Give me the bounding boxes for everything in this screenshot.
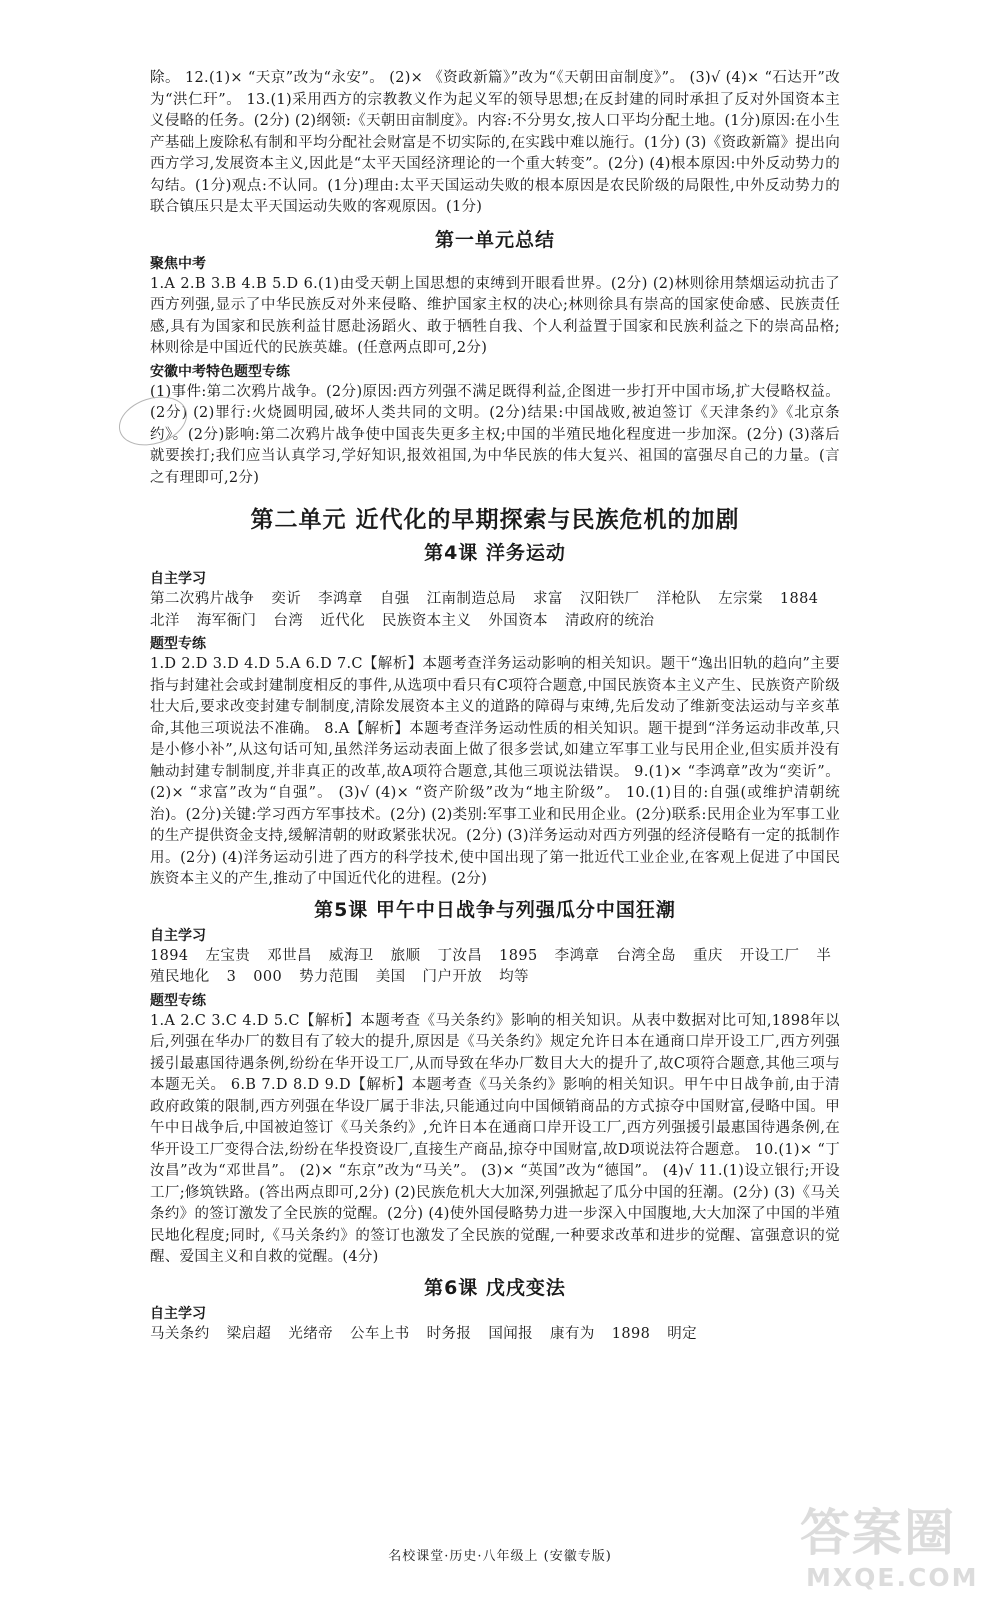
watermark-main-text: 答案圈 [800,1504,956,1562]
keywords-lesson-4: 第二次鸦片战争 奕䜣 李鸿章 自强 江南制造总局 求富 汉阳铁厂 洋枪队 左宗棠 1884 北洋 海军衙门 台湾 近代化 民族资本主义 外国资本 清政府的统治 [150,591,819,629]
keywords-lesson-6: 马关条约 梁启超 光绪帝 公车上书 时务报 国闻报 康有为 1898 明定 [150,1325,698,1342]
unit-two-heading: 第二单元 近代化的早期探索与民族危机的加剧 [250,507,740,533]
subheading-self-study-5: 自主学习 [150,927,206,944]
answer-page [150,68,840,1345]
subheading-self-study-6: 自主学习 [150,1305,206,1322]
paragraph-lesson-5-answers: 1.A 2.C 3.C 4.D 5.C【解析】本题考查《马关条约》影响的相关知识。从表中数据对比可知,1898年以后,列强在华办厂的数目有了较大的提升,原因是《马关条约》规定允许日本在通商口岸开设工厂,西方列强援引最惠国待遇条例,纷纷在华开设工厂,从而导致在华办厂数目大大的提升了,故C项符合题意,其他三项与本题无关。 6.B 7.D 8.D 9.D【解析】本题考查《马关条约》影响的相关知识。甲午中日战争前,由于清政府政策的限制,西方列强在华设厂属于非法,只能通过向中国倾销商品的方式掠夺中国财富,侵略中国。甲午中日战争后,中国被迫签订《马关条约》,允许日本在通商口岸开设工厂,西方列强援引最惠国待遇条例,在华开设工厂变得合法,纷纷在华投资设厂,直接生产商品,掠夺中国财富,故D项说法符合题意。 10.(1)× “丁汝昌”改为“邓世昌”。 (2)× “东京”改为“马关”。 (3)× “英国”改为“德国”。 (4)√ 11.(1)设立银行;开设工厂;修筑铁路。(答出两点即可,2分) (2)民族危机大大加深,列强掀起了瓜分中国的狂潮。(2分) (3)《马关条约》的签订激发了全民族的觉醒。(2分) (4)使外国侵略势力进一步深入中国腹地,大大加深了中国的半殖民地化程度;同时,《马关条约》的签订也激发了全民族的觉醒,一种要求改革和进步的觉醒、富强意识的觉醒、爱国主义和自救的觉醒。(4分) [150,1012,840,1265]
page-footer: 名校课堂·历史·八年级上 (安徽专版) [388,1549,612,1564]
subheading-self-study-4: 自主学习 [150,571,206,587]
paragraph-anhui-special-answers: (1)事件:第二次鸦片战争。(2分)原因:西方列强不满足既得利益,企图进一步打开中国市场,扩大侵略权益。(2分) (2)罪行:火烧圆明园,破坏人类共同的文明。(2分)结果:中国战败,被迫签订《天津条约》《北京条约》。(2分)影响:第二次鸦片战争使中国丧失更多主权;中国的半殖民地化程度进一步加深。(2分) (3)落后就要挨打;我们应当认真学习,学好知识,报效祖国,为中华民族的伟大复兴、祖国的富强尽自己的力量。(言之有理即可,2分) [150,383,840,486]
subheading-focus-exam: 聚焦中考 [150,255,206,272]
lesson-5-heading: 第5课 甲午中日战争与列强瓜分中国狂潮 [314,898,676,921]
paragraph-taiping-answers: 除。 12.(1)× “天京”改为“永安”。 (2)× 《资政新篇》”改为“《天朝田亩制度》”。 (3)√ (4)× “石达开”改为“洪仁玕”。 13.(1)采用西方的宗教教义作为起义军的领导思想;在反封建的同时承担了反对外国资本主义侵略的任务。(2分) (2)纲领:《天朝田亩制度》。内容:不分男女,按人口平均分配土地。(1分)原因:在小生产基础上废除私有制和平均分配社会财富是不切实际的,在实践中难以施行。(1分) (3)《资政新篇》提出向西方学习,发展资本主义,因此是“太平天国经济理论的一个重大转变”。(2分) (4)根本原因:中外反动势力的勾结。(1分)观点:不认同。(1分)理由:太平天国运动失败的根本原因是农民阶级的局限性,中外反动势力的联合镇压只是太平天国运动失败的客观原因。(1分) [150,70,840,215]
watermark-logo [800,1505,990,1600]
paragraph-focus-exam-answers: 1.A 2.B 3.B 4.B 5.D 6.(1)由受天朝上国思想的束缚到开眼看世界。(2分) (2)林则徐用禁烟运动抗击了西方列强,显示了中华民族反对外来侵略、维护国家主权的决心;林则徐具有崇高的国家使命感、民族责任感,具有为国家和民族利益甘愿赴汤蹈火、敢于牺牲自我、个人利益置于国家和民族利益之下的崇高品格;林则徐是中国近代的民族英雄。(任意两点即可,2分) [150,275,840,356]
unit-one-summary-heading: 第一单元总结 [434,228,555,251]
watermark-sub-text: MXQE.COM [806,1563,979,1592]
paragraph-lesson-4-answers: 1.D 2.D 3.D 4.D 5.A 6.D 7.C【解析】本题考查洋务运动影响的相关知识。题干“逸出旧轨的趋向”主要指与封建社会或封建制度相反的事件,从选项中看只有C项符合题意,中国民族资本主义产生、民族资产阶级壮大后,要求改变封建专制制度,清除发展资本主义的道路的障碍与束缚,先后发动了维新变法运动与辛亥革命,其他三项说法不准确。 8.A【解析】本题考查洋务运动性质的相关知识。题干提到“洋务运动非改革,只是小修小补”,从这句话可知,虽然洋务运动表面上做了很多尝试,如建立军事工业与民用企业,但实质并没有触动封建专制制度,并非真正的改革,故A项符合题意,其他三项说法错误。 9.(1)× “李鸿章”改为“奕䜣”。 (2)× “求富”改为“自强”。 (3)√ (4)× “资产阶级”改为“地主阶级”。 10.(1)目的:自强(或维护清朝统治)。(2分)关键:学习西方军事技术。(2分) (2)类别:军事工业和民用企业。(2分)联系:民用企业为军事工业的生产提供资金支持,缓解清朝的财政紧张状况。(2分) (3)洋务运动对西方列强的经济侵略有一定的抵制作用。(2分) (4)洋务运动引进了西方的科学技术,使中国出现了第一批近代工业企业,在客观上促进了中国民族资本主义的产生,推动了中国近代化的进程。(2分) [150,656,840,887]
subheading-practice-4: 题型专练 [150,636,206,652]
lesson-6-heading: 第6课 戊戌变法 [424,1276,566,1299]
lesson-4-heading: 第4课 洋务运动 [424,542,566,564]
subheading-anhui-special: 安徽中考特色题型专练 [150,363,290,380]
subheading-practice-5: 题型专练 [150,992,206,1009]
keywords-lesson-5: 1894 左宝贵 邓世昌 威海卫 旅顺 丁汝昌 1895 李鸿章 台湾全岛 重庆 开设工厂 半殖民地化 3 000 势力范围 美国 门户开放 均等 [150,947,832,985]
